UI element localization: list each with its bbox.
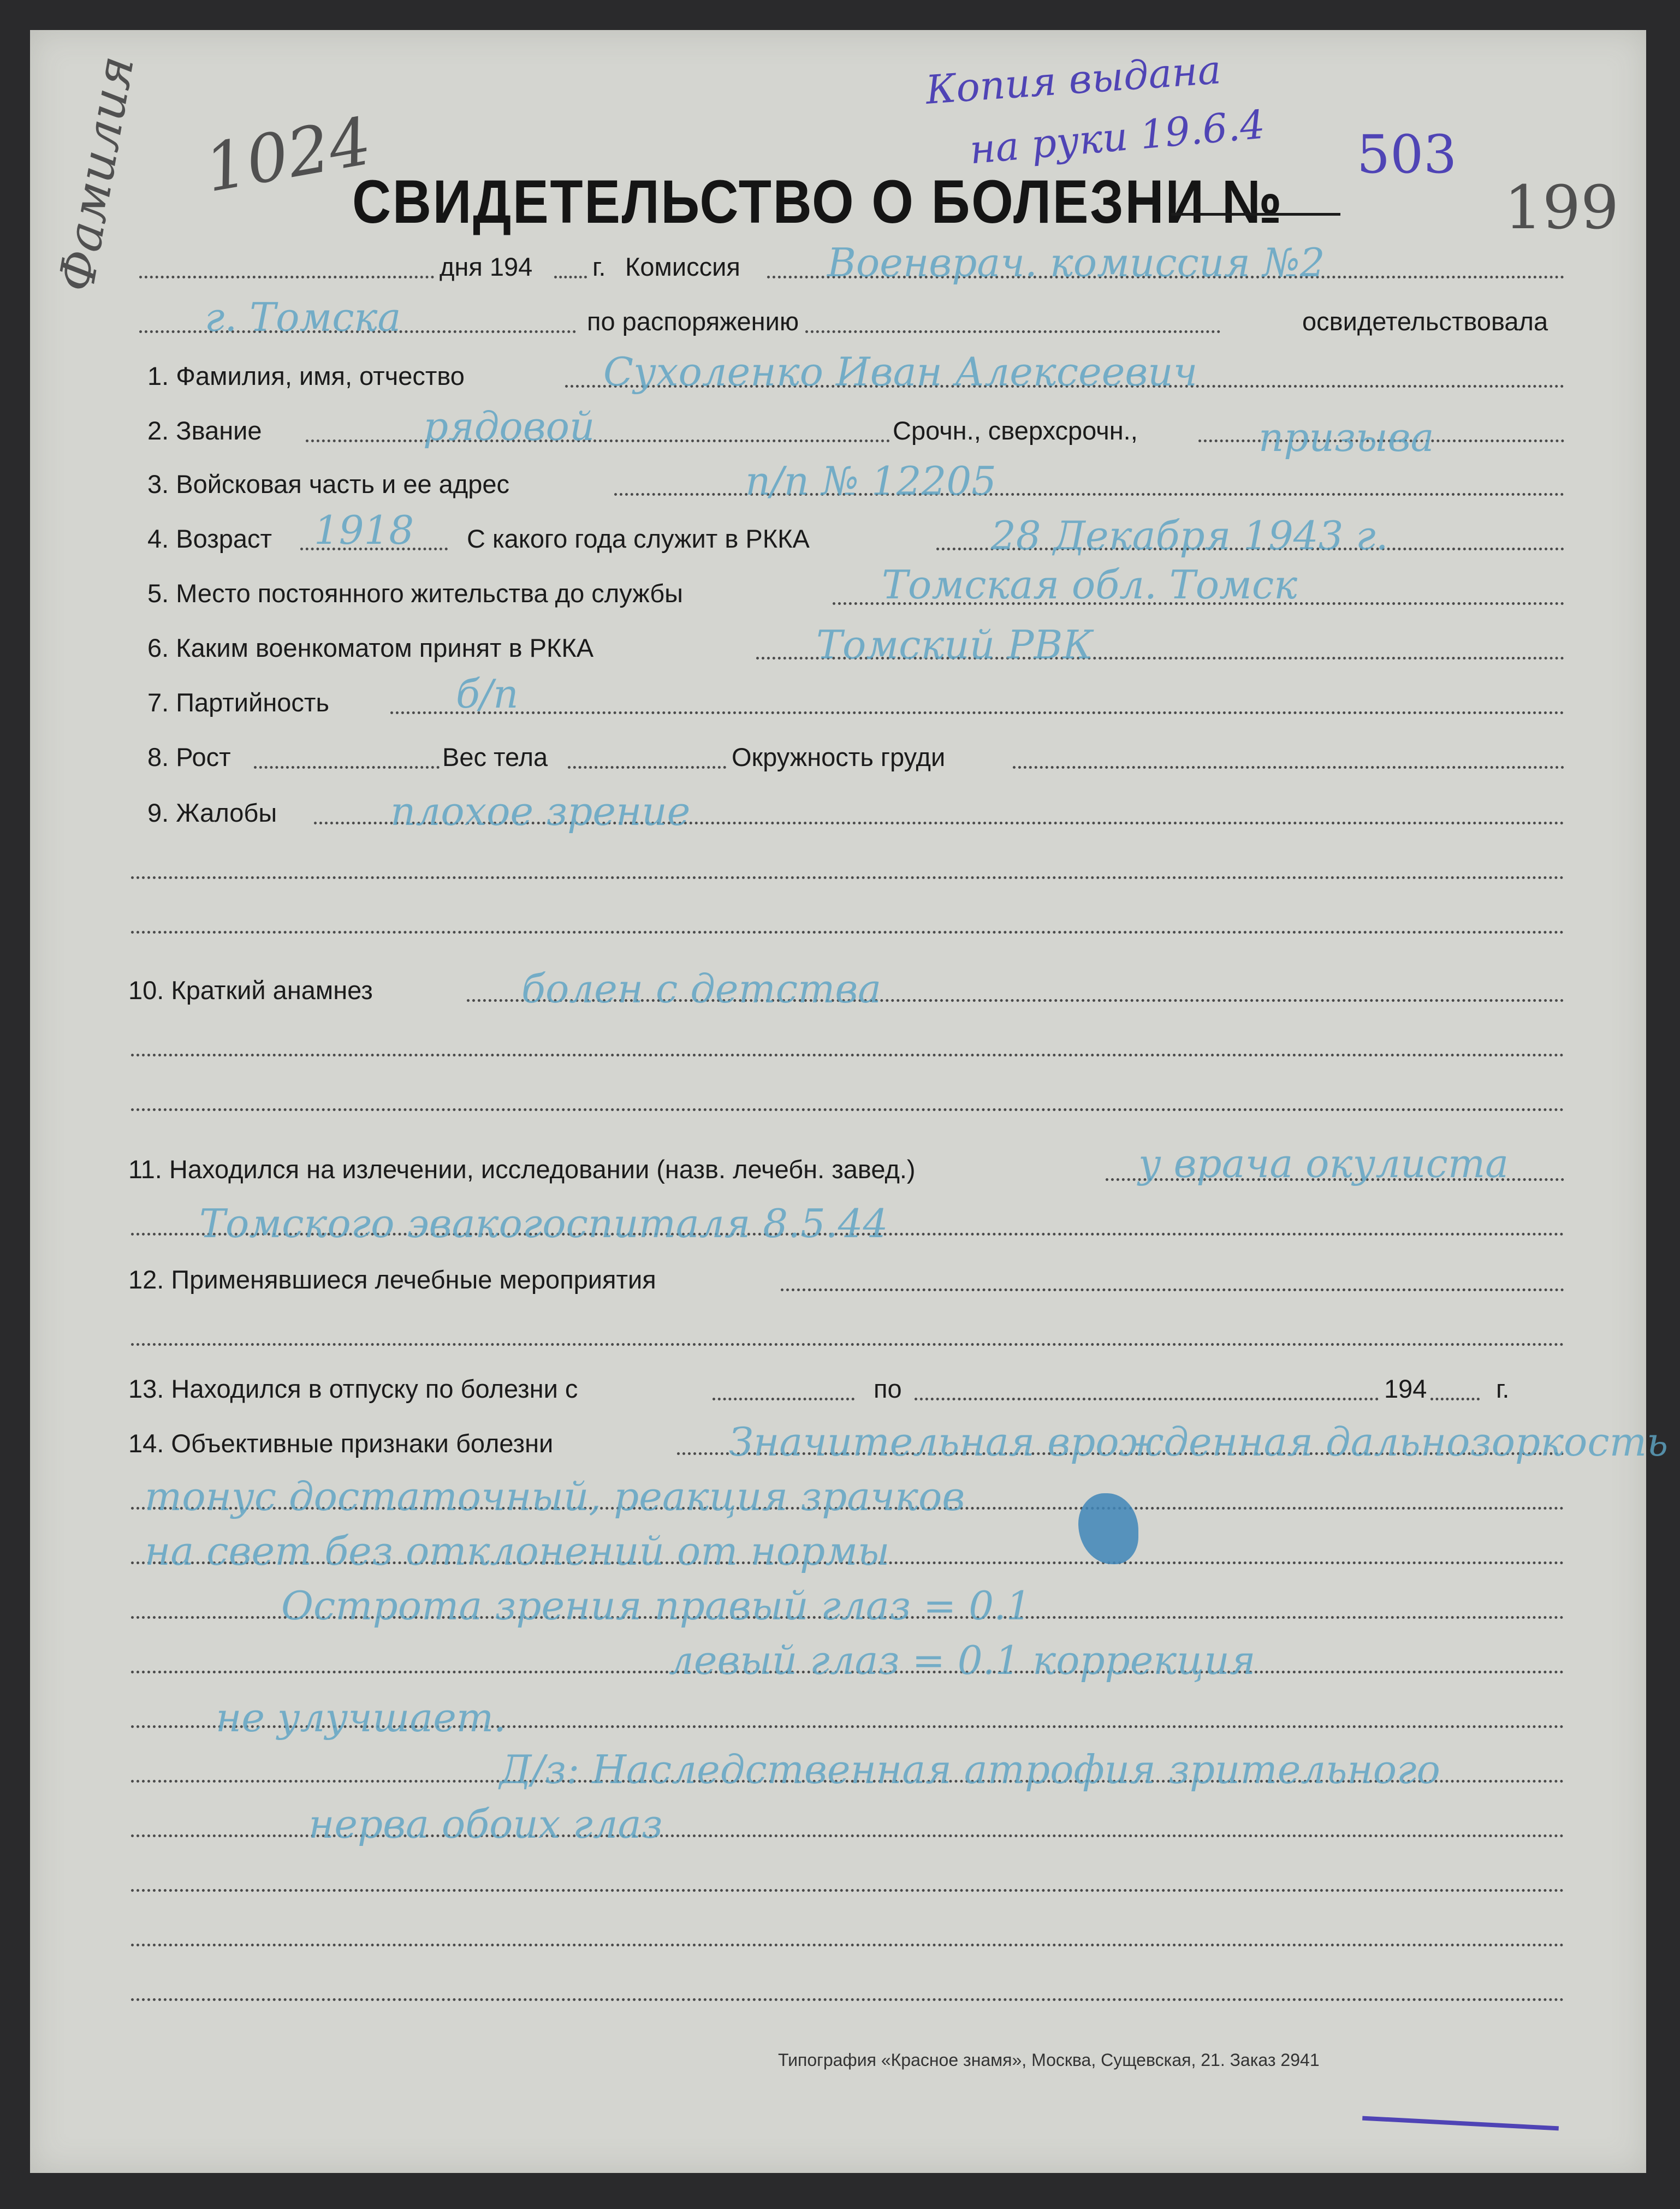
field-13-line-b — [915, 1398, 1379, 1400]
hw-rank: рядовой — [423, 403, 595, 449]
field-8-line-c — [1013, 766, 1564, 769]
field-14-label: 14. Объективные признаки болезни — [128, 1429, 554, 1458]
hw-name: Сухоленко Иван Алексеевич — [603, 349, 1198, 395]
title-number-line — [1171, 213, 1340, 216]
commission-label: Комиссия — [625, 252, 740, 281]
hw-signs-5: левый глаз = 0.1 коррекция — [669, 1637, 1256, 1683]
hw-draft-office: Томский РВК — [816, 622, 1094, 668]
violet-underline — [1362, 2116, 1559, 2131]
hw-signs-2: тонус достаточный, реакция зрачков — [145, 1474, 965, 1519]
field-9-label: 9. Жалобы — [147, 798, 277, 827]
field-11-label: 11. Находился на излечении, исследовании (назв. лечебн. завед.) — [128, 1155, 916, 1184]
hw-service-type: призыва — [1258, 414, 1434, 460]
field-8-line-b — [568, 766, 726, 769]
ink-blot — [1078, 1493, 1138, 1564]
field-10-line-2 — [131, 1054, 1564, 1056]
field-3-label: 3. Войсковая часть и ее адрес — [147, 470, 510, 498]
field-8-label: 8. Рост — [147, 743, 231, 771]
hw-signs-3: на свет без отклонений от нормы — [145, 1528, 890, 1574]
field-9-line-3 — [131, 931, 1564, 934]
field-2-extra: Срочн., сверхсрочн., — [893, 416, 1138, 445]
field-13-suffix: г. — [1496, 1374, 1510, 1403]
by-order-label: по распоряжению — [587, 307, 799, 336]
hw-treatment-1: у врача окулиста — [1138, 1141, 1509, 1186]
field-1-label: 1. Фамилия, имя, отчество — [147, 361, 465, 390]
field-2-label: 2. Звание — [147, 416, 262, 445]
hw-since: 28 Декабря 1943 г. — [991, 513, 1388, 559]
field-12-line — [781, 1288, 1564, 1291]
field-9-line-2 — [131, 876, 1564, 879]
field-4-extra: С какого года служит в РККА — [467, 524, 810, 553]
printer-imprint: Типография «Красное знамя», Москва, Сущевская, 21. Заказ 2941 — [778, 2050, 1320, 2070]
handwritten-copy-note-1: Копия выдана — [924, 46, 1223, 113]
hw-residence: Томская обл. Томск — [882, 562, 1298, 608]
field-14-line-9 — [131, 1889, 1564, 1892]
hw-signs-1: Значительная врожденная дальнозоркость — [729, 1419, 1669, 1465]
pencil-code: 1024 — [199, 103, 377, 207]
hw-city: г. Томска — [205, 294, 401, 340]
field-2-line — [306, 440, 890, 442]
field-7-line — [390, 711, 1564, 714]
field-13-to: по — [874, 1374, 902, 1403]
hw-age: 1918 — [314, 507, 414, 553]
examined-label: освидетельствовала — [1302, 307, 1548, 336]
field-8-chest: Окружность груди — [732, 743, 946, 771]
field-7-label: 7. Партийность — [147, 688, 329, 717]
day-label: дня 194 — [440, 252, 533, 281]
field-10-label: 10. Краткий анамнез — [128, 976, 373, 1005]
field-8-line-a — [254, 766, 440, 769]
hw-signs-7: Д/з: Наследственная атрофия зрительного — [500, 1747, 1440, 1792]
field-14-line-11 — [131, 1998, 1564, 2001]
hw-signs-6: не улучшает. — [216, 1695, 506, 1741]
field-14-line-10 — [131, 1944, 1564, 1946]
pencil-side-note: Фамилия — [48, 51, 146, 296]
hw-signs-8: нерва обоих глаз — [308, 1801, 663, 1847]
field-5-label: 5. Место постоянного жительства до службы — [147, 579, 683, 608]
handwritten-corner-number: 199 — [1504, 173, 1619, 242]
document-title: СВИДЕТЕЛЬСТВО О БОЛЕЗНИ № — [352, 168, 1284, 236]
handwritten-number: 503 — [1357, 124, 1457, 185]
hw-complaints: плохое зрение — [390, 788, 691, 834]
hw-commission: Военврач. комиссия №2 — [827, 240, 1325, 286]
field-10-line-3 — [131, 1108, 1564, 1111]
field-12-line-2 — [131, 1343, 1564, 1346]
document-sheet — [30, 30, 1669, 2173]
hw-party: б/п — [456, 671, 519, 717]
hw-treatment-2: Томского эвакогоспиталя 8.5.44 — [199, 1201, 888, 1246]
year-suffix: г. — [592, 252, 606, 281]
day-line — [139, 276, 434, 278]
hw-signs-4: Острота зрения правый глаз = 0.1 — [281, 1583, 1031, 1629]
order-line — [805, 330, 1220, 333]
year-line — [554, 276, 587, 278]
hw-anamnesis: болен с детства — [521, 966, 882, 1012]
field-13-label: 13. Находился в отпуску по болезни с — [128, 1374, 578, 1403]
field-6-label: 6. Каким военкоматом принят в РККА — [147, 633, 594, 662]
field-13-year: 194 — [1384, 1374, 1427, 1403]
handwritten-copy-note-2: на руки 19.6.4 — [967, 101, 1267, 173]
field-13-line-a — [713, 1398, 854, 1400]
field-12-label: 12. Применявшиеся лечебные мероприятия — [128, 1265, 656, 1294]
field-13-line-c — [1430, 1398, 1480, 1400]
hw-unit: п/п № 12205 — [745, 458, 996, 504]
field-4-label: 4. Возраст — [147, 524, 272, 553]
field-8-weight: Вес тела — [442, 743, 548, 771]
